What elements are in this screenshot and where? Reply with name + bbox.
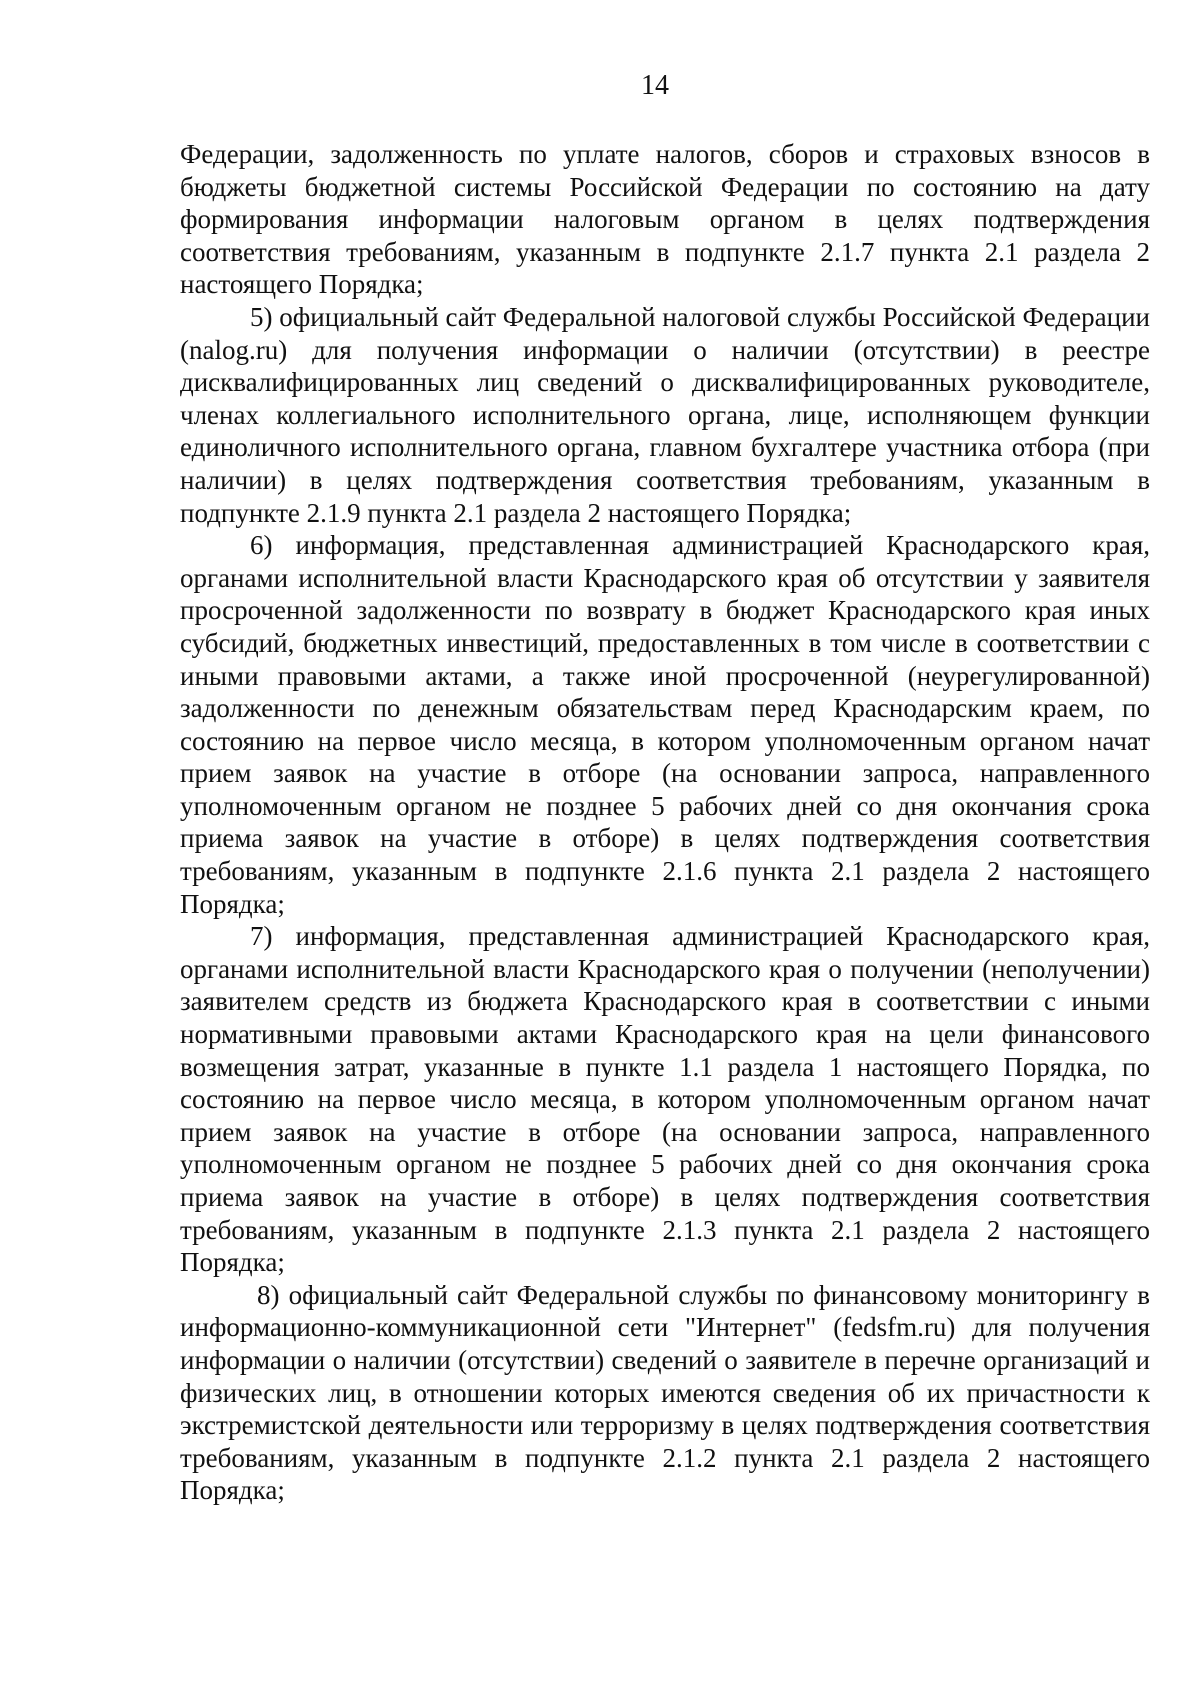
page-number: 14: [641, 70, 669, 101]
paragraph-item-7: 7) информация, представленная администрацией Краснодарского края, органами исполнительной власти Краснодарского края о получении (неполучении) заявителем средств из бюджета Краснодарского края в соответствии с иными нормативными правовыми актами Краснодарского края на цели финансового возмещения затрат, указанные в пункте 1.1 раздела 1 настоящего Порядка, по состоянию на первое число месяца, в котором уполномоченным органом начат прием заявок на участие в отборе (на основании запроса, направленного уполномоченным органом не позднее 5 рабочих дней со дня окончания срока приема заявок на участие в отборе) в целях подтверждения соответствия требованиям, указанным в подпункте 2.1.3 пункта 2.1 раздела 2 настоящего Порядка;: [180, 921, 1150, 1278]
paragraph-item-8: 8) официальный сайт Федеральной службы по финансовому мониторингу в информационно-коммуникационной сети "Интернет" (fedsfm.ru) для получения информации о наличии (отсутствии) сведений о заявителе в перечне организаций и физических лиц, в отношении которых имеются сведения об их причастности к экстремистской деятельности или терроризму в целях подтверждения соответствия требованиям, указанным в подпункте 2.1.2 пункта 2.1 раздела 2 настоящего Порядка;: [180, 1279, 1150, 1506]
document-body: [180, 138, 1150, 1507]
paragraph-continuation: Федерации, задолженность по уплате налогов, сборов и страховых взносов в бюджеты бюджетной системы Российской Федерации по состоянию на дату формирования информации налоговым органом в целях подтверждения соответствия требованиям, указанным в подпункте 2.1.7 пункта 2.1 раздела 2 настоящего Порядка;: [180, 139, 1150, 300]
paragraph-item-5: 5) официальный сайт Федеральной налоговой службы Российской Федерации (nalog.ru) для получения информации о наличии (отсутствии) в реестре дисквалифицированных лиц сведений о дисквалифицированных руководителе, членах коллегиального исполнительного органа, лице, исполняющем функции единоличного исполнительного органа, главном бухгалтере участника отбора (при наличии) в целях подтверждения соответствия требованиям, указанным в подпункте 2.1.9 пункта 2.1 раздела 2 настоящего Порядка;: [180, 301, 1150, 528]
paragraph-item-6: 6) информация, представленная администрацией Краснодарского края, органами исполнительной власти Краснодарского края об отсутствии у заявителя просроченной задолженности по возврату в бюджет Краснодарского края иных субсидий, бюджетных инвестиций, предоставленных в том числе в соответствии с иными правовыми актами, а также иной просроченной (неурегулированной) задолженности по денежным обязательствам перед Краснодарским краем, по состоянию на первое число месяца, в котором уполномоченным органом начат прием заявок на участие в отборе (на основании запроса, направленного уполномоченным органом не позднее 5 рабочих дней со дня окончания срока приема заявок на участие в отборе) в целях подтверждения соответствия требованиям, указанным в подпункте 2.1.6 пункта 2.1 раздела 2 настоящего Порядка;: [180, 530, 1150, 919]
